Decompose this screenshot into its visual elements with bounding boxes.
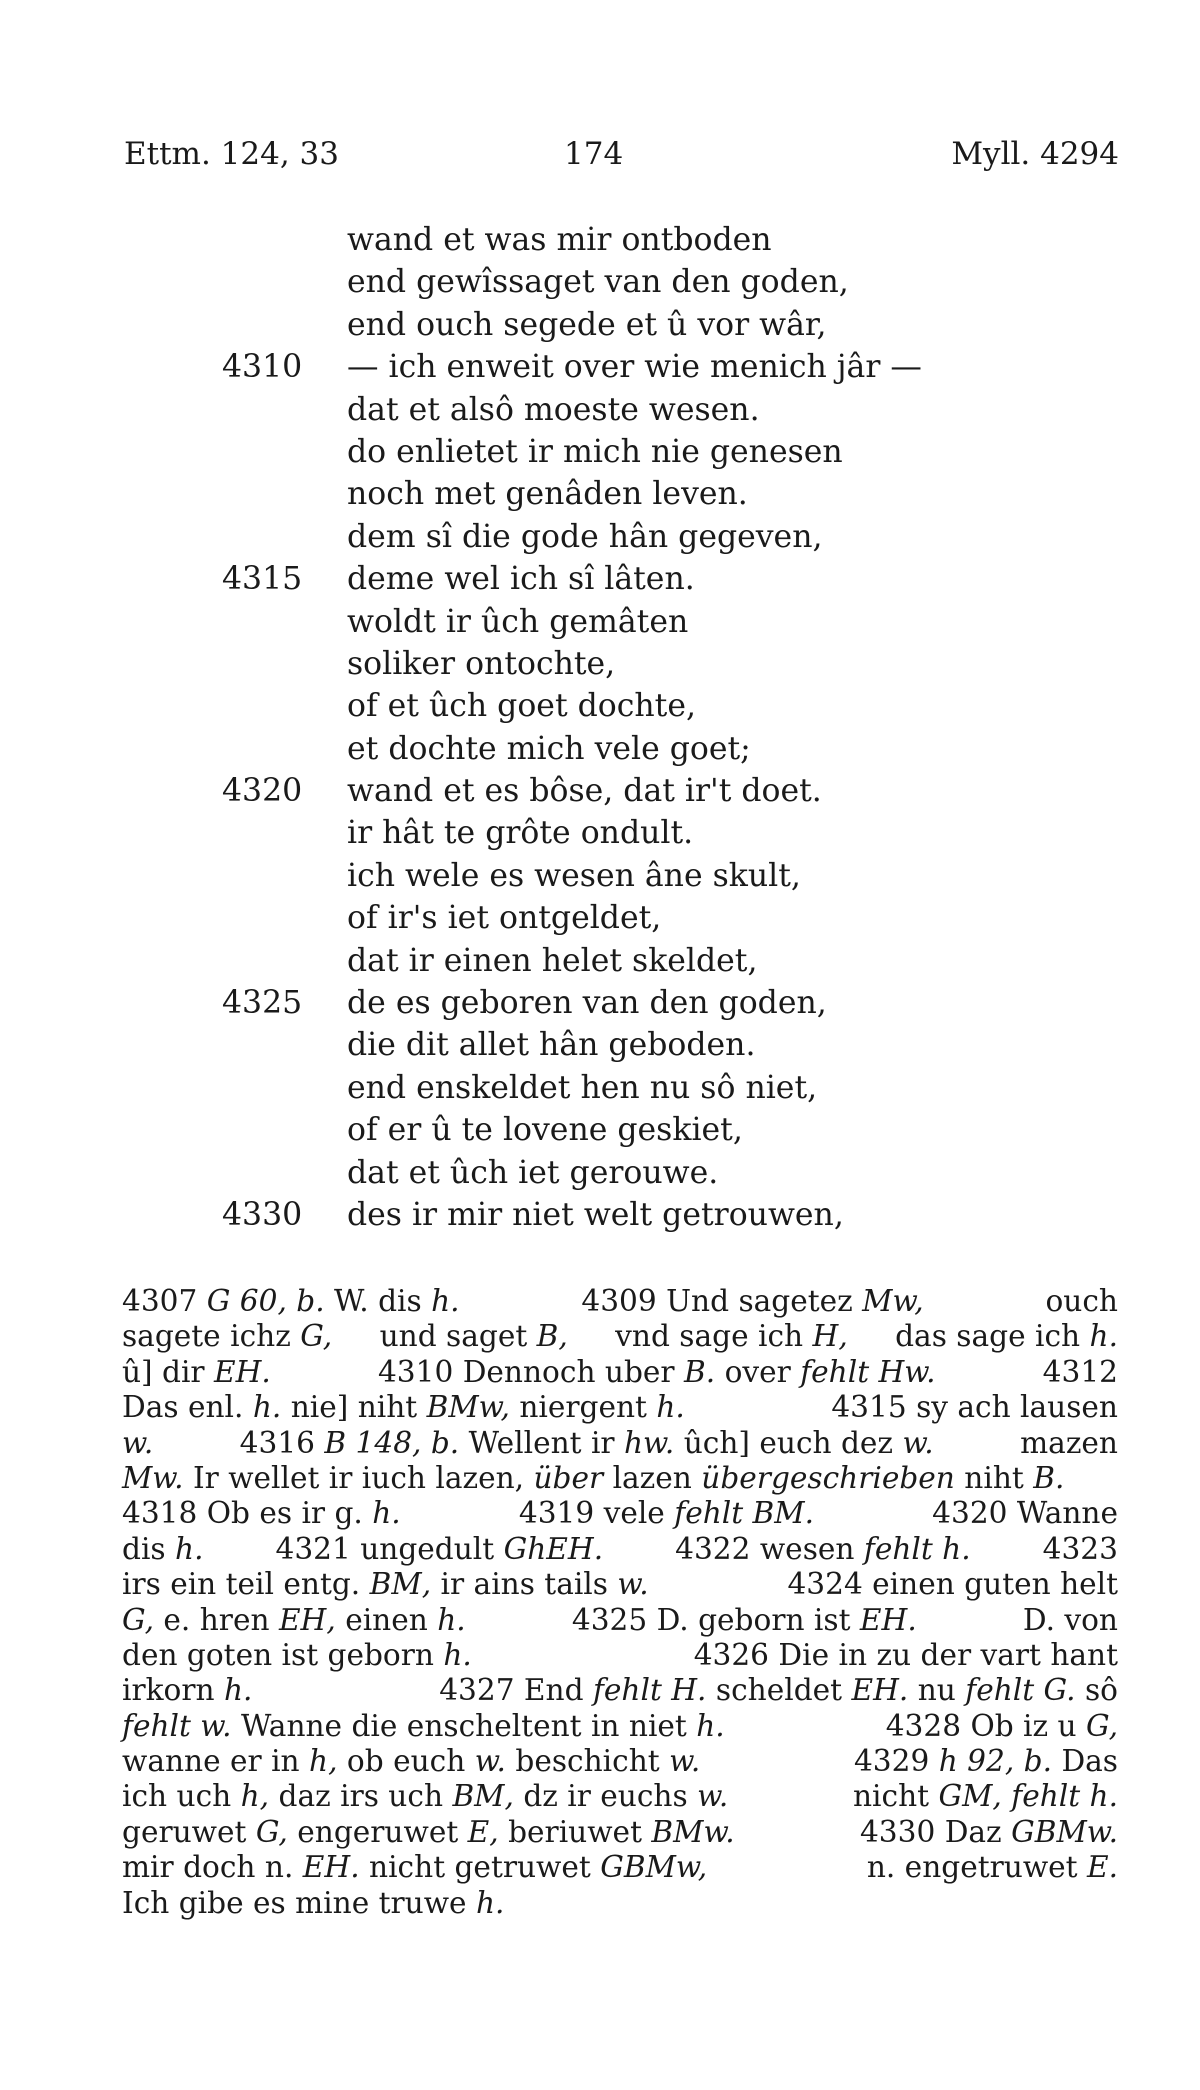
verse-text-line: of er û te lovene geskiet, bbox=[347, 1112, 743, 1149]
verse-line bbox=[0, 561, 1200, 603]
verse-text-line: soliker ontochte, bbox=[347, 645, 616, 682]
apparatus-line: irs ein teil entg. BM, ir ains tails w. 4324 einen guten helt bbox=[122, 1567, 1118, 1602]
critical-apparatus bbox=[122, 1284, 1118, 1921]
verse-line bbox=[0, 222, 1200, 264]
apparatus-line: Das enl. h. nie] niht BMw, niergent h. 4315 sy ach lausen bbox=[122, 1390, 1118, 1425]
apparatus-line: G, e. hren EH, einen h. 4325 D. geborn ist EH. D. von bbox=[122, 1602, 1118, 1637]
verse-line bbox=[0, 688, 1200, 730]
verse-text-line: ich wele es wesen âne skult, bbox=[347, 857, 801, 894]
verse-line bbox=[0, 773, 1200, 815]
verse-line bbox=[0, 943, 1200, 985]
verse-line bbox=[0, 519, 1200, 561]
apparatus-line: irkorn h. 4327 End fehlt H. scheldet EH. nu fehlt G. sô bbox=[122, 1673, 1118, 1708]
page-number: 174 bbox=[564, 136, 624, 172]
apparatus-line: wanne er in h, ob euch w. beschicht w. 4329 h 92, b. Das bbox=[122, 1744, 1118, 1779]
verse-line bbox=[0, 434, 1200, 476]
verse-line bbox=[0, 1027, 1200, 1069]
verse-text-line: noch met genâden leven. bbox=[347, 476, 748, 513]
apparatus-line: fehlt w. Wanne die enscheltent in niet h. 4328 Ob iz u G, bbox=[122, 1708, 1118, 1743]
apparatus-line: sagete ichz G, und saget B, vnd sage ich H, das sage ich h. bbox=[122, 1319, 1118, 1354]
verse-line bbox=[0, 476, 1200, 518]
running-header bbox=[124, 136, 1119, 176]
verse-text-line: deme wel ich sî lâten. bbox=[347, 561, 695, 598]
header-right-reference: Myll. 4294 bbox=[951, 136, 1119, 172]
verse-line bbox=[0, 646, 1200, 688]
verse-line bbox=[0, 858, 1200, 900]
verse-text-line: dat et ûch iet gerouwe. bbox=[347, 1154, 719, 1191]
apparatus-line: 4307 G 60, b. W. dis h. 4309 Und sagetez Mw, ouch bbox=[122, 1284, 1118, 1318]
line-number: 4325 bbox=[222, 985, 303, 1022]
verse-line bbox=[0, 392, 1200, 434]
apparatus-line: w. 4316 B 148, b. Wellent ir hw. ûch] euch dez w. mazen bbox=[122, 1425, 1118, 1460]
verse-text-line: de es geboren van den goden, bbox=[347, 985, 827, 1022]
line-number: 4310 bbox=[222, 349, 303, 386]
verse-line bbox=[0, 985, 1200, 1027]
verse-text-line: wand et es bôse, dat ir't doet. bbox=[347, 773, 822, 810]
verse-line bbox=[0, 900, 1200, 942]
verse-text-line: des ir mir niet welt getrouwen, bbox=[347, 1196, 844, 1233]
verse-line bbox=[0, 1112, 1200, 1154]
apparatus-line: dis h. 4321 ungedult GhEH. 4322 wesen fehlt h. 4323 bbox=[122, 1531, 1118, 1566]
verse-text-line: do enlietet ir mich nie genesen bbox=[347, 433, 843, 470]
verse-text-line: end gewîssaget van den goden, bbox=[347, 264, 849, 301]
apparatus-line: den goten ist geborn h. 4326 Die in zu der vart hant bbox=[122, 1637, 1118, 1672]
verse-text-line: dat et alsô moeste wesen. bbox=[347, 391, 760, 428]
verse-line bbox=[0, 604, 1200, 646]
verse-text-line: — ich enweit over wie menich jâr — bbox=[347, 349, 922, 386]
apparatus-line: Ich gibe es mine truwe h. bbox=[122, 1885, 505, 1920]
verse-text-line: end ouch segede et û vor wâr, bbox=[347, 306, 827, 343]
apparatus-line: û] dir EH. 4310 Dennoch uber B. over fehlt Hw. 4312 bbox=[122, 1354, 1118, 1389]
verse-line bbox=[0, 815, 1200, 857]
line-number: 4320 bbox=[222, 773, 303, 810]
apparatus-line: ich uch h, daz irs uch BM, dz ir euchs w. nicht GM, fehlt h. bbox=[122, 1779, 1118, 1814]
apparatus-line: 4318 Ob es ir g. h. 4319 vele fehlt BM. 4320 Wanne bbox=[122, 1496, 1118, 1531]
apparatus-line: geruwet G, engeruwet E, beriuwet BMw. 4330 Daz GBMw. bbox=[122, 1814, 1118, 1849]
verse-line bbox=[0, 349, 1200, 391]
verse-line bbox=[0, 307, 1200, 349]
verse-text-line: of et ûch goet dochte, bbox=[347, 688, 696, 725]
verse-line bbox=[0, 1070, 1200, 1112]
verse-text-line: dem sî die gode hân gegeven, bbox=[347, 518, 823, 555]
verse-text-line: wand et was mir ontboden bbox=[347, 222, 772, 258]
verse-text-line: dat ir einen helet skeldet, bbox=[347, 942, 758, 979]
apparatus-line: mir doch n. EH. nicht getruwet GBMw, n. engetruwet E. bbox=[122, 1850, 1118, 1885]
verse-line bbox=[0, 1155, 1200, 1197]
line-number: 4315 bbox=[222, 561, 303, 598]
verse-line bbox=[0, 1197, 1200, 1239]
verse-text bbox=[0, 222, 1200, 1239]
apparatus-line: Mw. Ir wellet ir iuch lazen, über lazen übergeschrieben niht B. bbox=[122, 1460, 1065, 1495]
line-number: 4330 bbox=[222, 1196, 303, 1233]
verse-text-line: die dit allet hân geboden. bbox=[347, 1027, 756, 1064]
verse-text-line: of ir's iet ontgeldet, bbox=[347, 900, 662, 937]
verse-line bbox=[0, 264, 1200, 306]
verse-text-line: et dochte mich vele goet; bbox=[347, 730, 751, 767]
verse-text-line: ir hât te grôte ondult. bbox=[347, 815, 694, 852]
header-left-reference: Ettm. 124, 33 bbox=[124, 136, 339, 172]
verse-text-line: end enskeldet hen nu sô niet, bbox=[347, 1069, 818, 1106]
verse-text-line: woldt ir ûch gemâten bbox=[347, 603, 689, 640]
verse-line bbox=[0, 731, 1200, 773]
